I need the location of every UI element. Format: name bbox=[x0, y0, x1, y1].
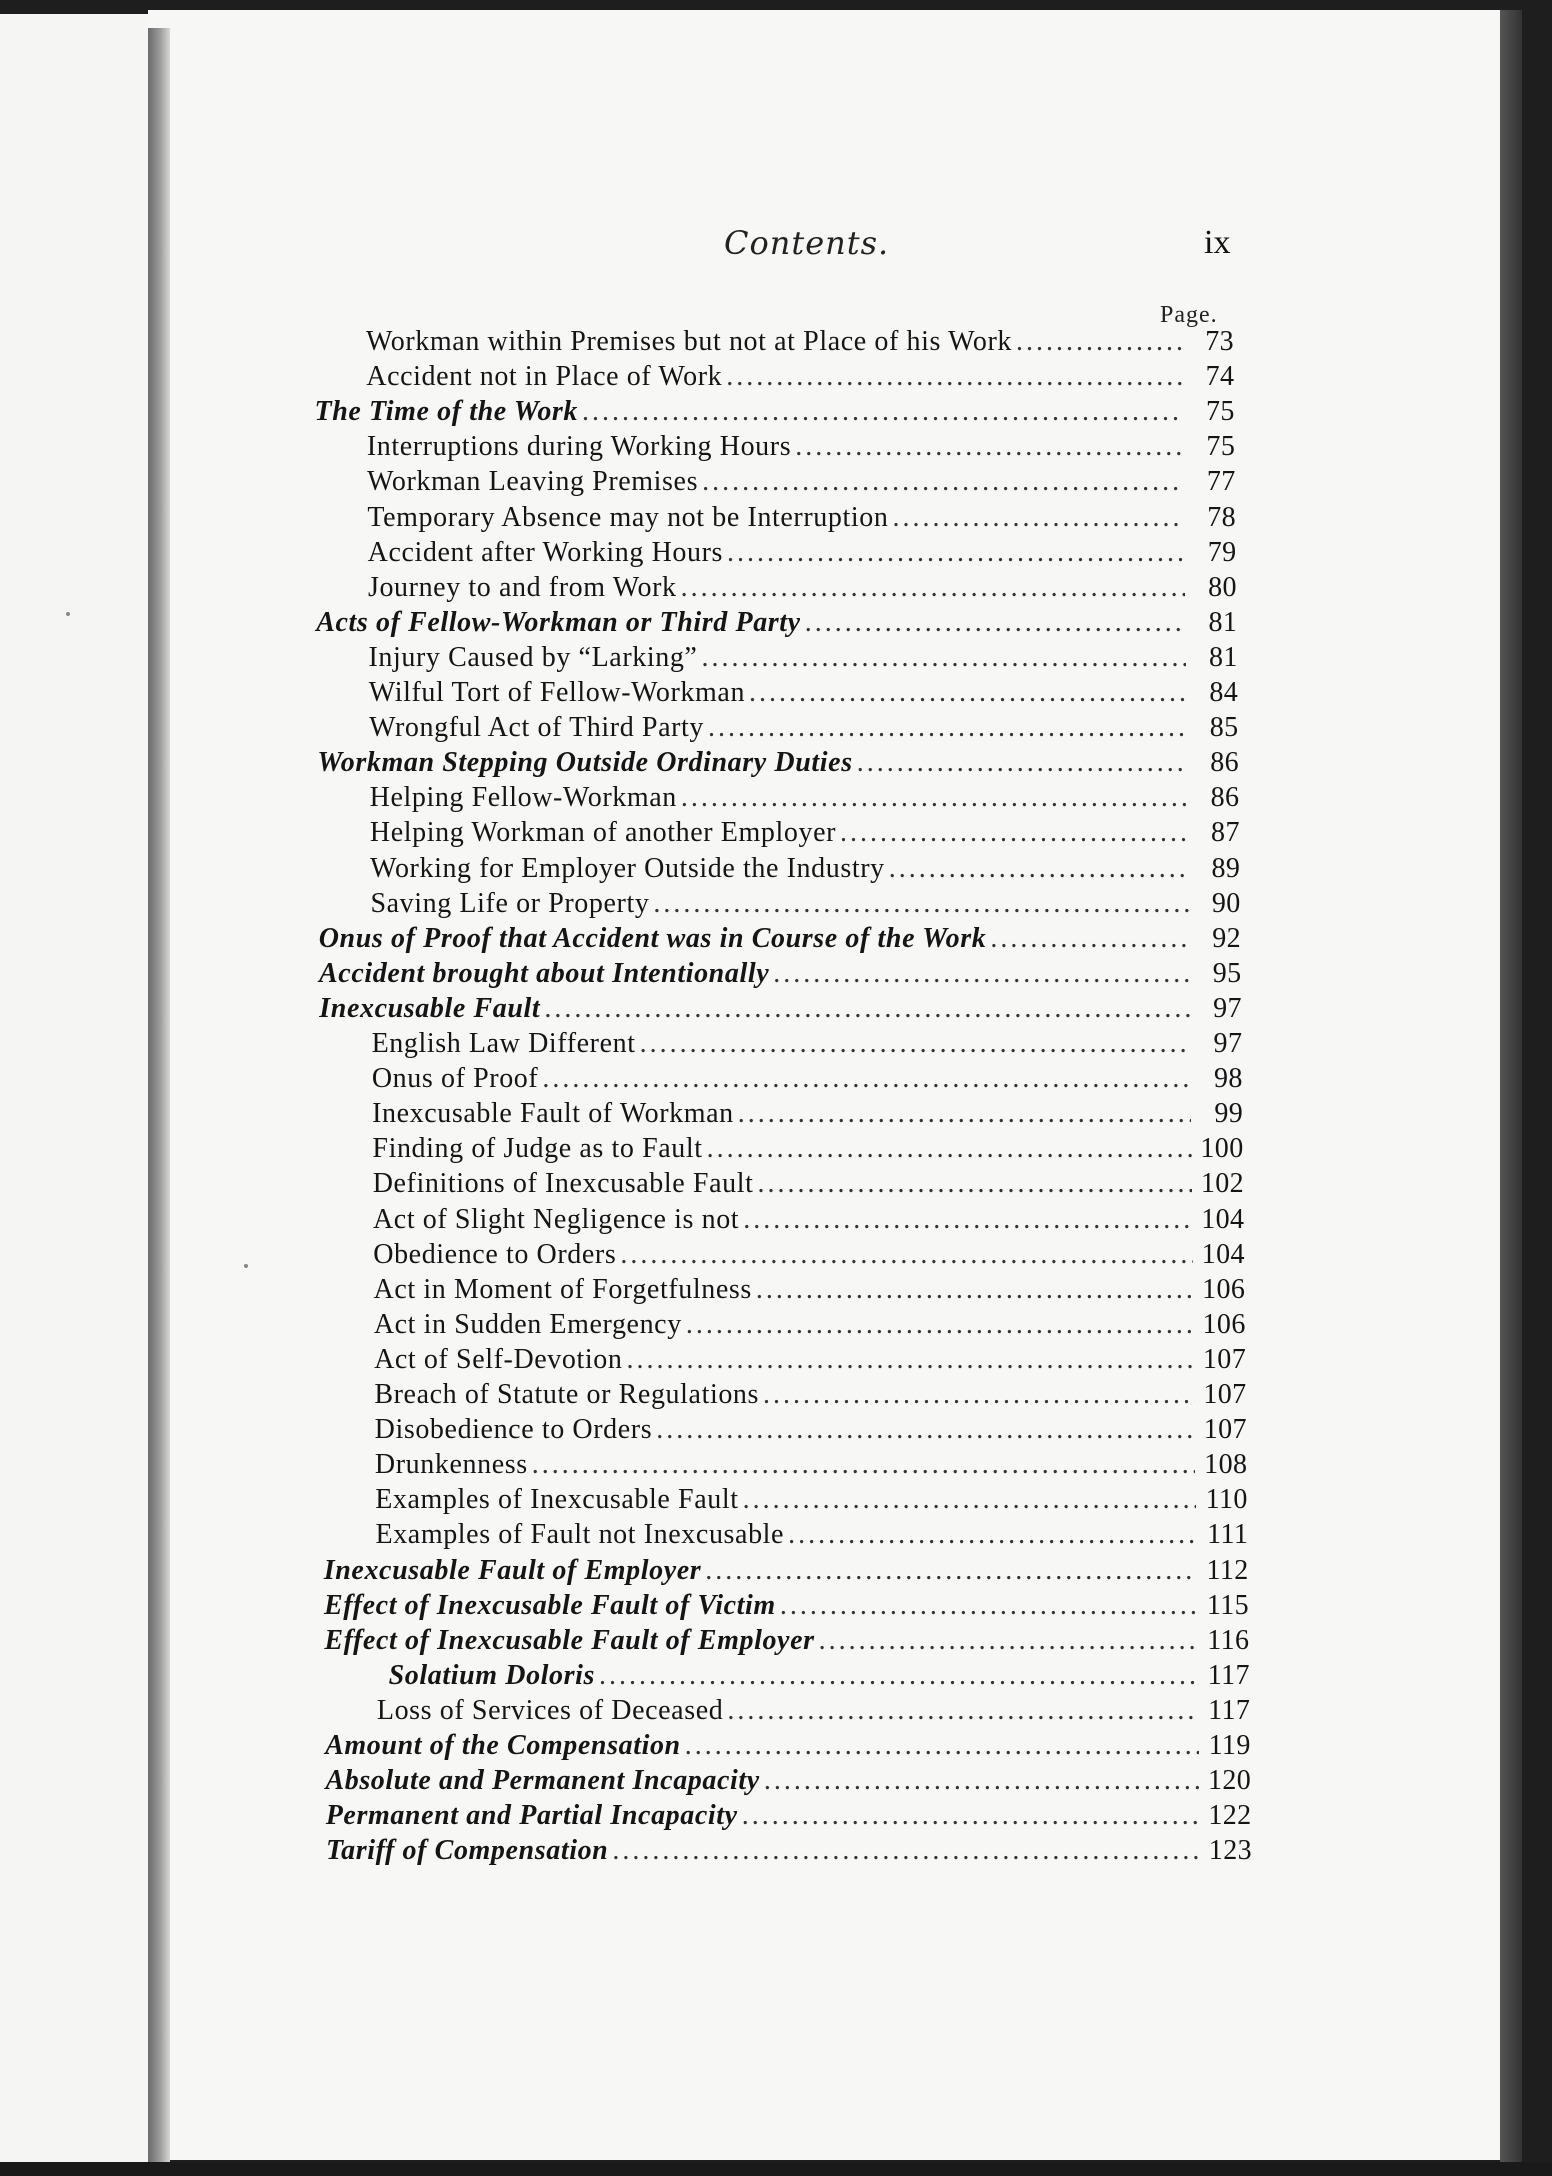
toc-entry bbox=[370, 888, 1240, 924]
dust-speck bbox=[66, 612, 70, 616]
toc-entry bbox=[324, 1555, 1249, 1591]
toc-entry-title: Temporary Absence may not be Interruption bbox=[367, 501, 889, 533]
toc-entry-page: 100 bbox=[1200, 1133, 1244, 1165]
toc-entry-title: Examples of Fault not Inexcusable bbox=[375, 1519, 785, 1551]
toc-entry-page: 92 bbox=[1212, 922, 1242, 954]
dot-leader bbox=[544, 993, 1190, 1025]
toc-entry-title: Wilful Tort of Fellow-Workman bbox=[368, 677, 746, 708]
dot-leader bbox=[727, 1695, 1198, 1727]
toc-entry-page: 80 bbox=[1208, 571, 1237, 603]
toc-entry-title: Interruptions during Working Hours bbox=[366, 431, 792, 463]
toc-entry bbox=[369, 712, 1239, 748]
toc-entry-title: Obedience to Orders bbox=[373, 1238, 617, 1270]
dot-leader bbox=[702, 466, 1184, 498]
dot-leader bbox=[773, 958, 1189, 990]
toc-entry-title: Act in Sudden Emergency bbox=[373, 1308, 682, 1340]
toc-entry-page: 74 bbox=[1205, 361, 1235, 393]
toc-entry-title: Working for Employer Outside the Industry bbox=[370, 852, 885, 884]
toc-entry bbox=[374, 1379, 1246, 1415]
toc-entry bbox=[317, 747, 1239, 783]
toc-entry-page: 117 bbox=[1208, 1694, 1251, 1726]
toc-entry bbox=[373, 1204, 1244, 1240]
toc-entry-title: Saving Life or Property bbox=[370, 887, 650, 919]
toc-entry-title: Disobedience to Orders bbox=[374, 1414, 653, 1446]
toc-entry-page: 99 bbox=[1214, 1098, 1244, 1130]
dot-leader bbox=[749, 677, 1186, 709]
toc-entry-title: Absolute and Permanent Incapacity bbox=[325, 1765, 760, 1797]
dot-leader bbox=[889, 853, 1188, 885]
toc-entry-title: Inexcusable Fault bbox=[319, 992, 541, 1024]
toc-entry-title: Helping Workman of another Employer bbox=[369, 817, 837, 849]
dot-leader bbox=[685, 1730, 1199, 1762]
dot-leader bbox=[742, 1800, 1200, 1832]
toc-entry-title: Examples of Inexcusable Fault bbox=[375, 1484, 739, 1516]
dot-leader bbox=[542, 1063, 1190, 1095]
dot-leader bbox=[640, 1028, 1191, 1060]
toc-entry-page: 73 bbox=[1205, 326, 1234, 357]
toc-entry bbox=[319, 958, 1242, 994]
toc-entry bbox=[373, 1239, 1245, 1275]
toc-entry bbox=[325, 1730, 1251, 1766]
dot-leader bbox=[743, 1484, 1196, 1516]
toc-entry-page: 89 bbox=[1211, 852, 1241, 884]
dot-leader bbox=[743, 1204, 1192, 1236]
toc-entry-page: 107 bbox=[1203, 1414, 1247, 1446]
toc-entry-page: 107 bbox=[1202, 1343, 1247, 1375]
toc-entry bbox=[389, 1660, 1250, 1696]
toc-entry-page: 115 bbox=[1206, 1589, 1250, 1621]
toc-entry-title: Effect of Inexcusable Fault of Victim bbox=[324, 1589, 776, 1621]
toc-entry bbox=[326, 1835, 1252, 1871]
toc-entry-title: Effect of Inexcusable Fault of Employer bbox=[324, 1624, 815, 1656]
toc-entry-page: 104 bbox=[1201, 1238, 1245, 1270]
toc-entry-title: Permanent and Partial Incapacity bbox=[325, 1800, 738, 1832]
dot-leader bbox=[612, 1835, 1200, 1867]
dot-leader bbox=[626, 1344, 1194, 1376]
dot-leader bbox=[840, 817, 1188, 849]
toc-entry-page: 85 bbox=[1209, 712, 1239, 744]
toc-entry-title: Drunkenness bbox=[374, 1449, 528, 1481]
toc-entry bbox=[315, 396, 1235, 432]
toc-entry bbox=[372, 1063, 1243, 1099]
toc-entry-title: Journey to and from Work bbox=[367, 571, 677, 603]
dot-leader bbox=[705, 1555, 1196, 1587]
toc-entry-title: Helping Fellow-Workman bbox=[369, 782, 677, 814]
dot-leader bbox=[857, 747, 1187, 779]
toc-entry-title: Solatium Doloris bbox=[388, 1659, 596, 1691]
toc-entry-title: Injury Caused by “Larking” bbox=[368, 641, 698, 673]
toc-entry-page: 87 bbox=[1211, 817, 1240, 849]
toc-entry-title: Inexcusable Fault of Workman bbox=[372, 1098, 734, 1130]
dot-leader bbox=[764, 1765, 1199, 1797]
toc-entry-title: Accident not in Place of Work bbox=[366, 361, 723, 393]
toc-entry bbox=[367, 502, 1236, 538]
dot-leader bbox=[763, 1379, 1195, 1411]
toc-entry bbox=[324, 1590, 1249, 1626]
toc-entry-title: English Law Different bbox=[371, 1028, 636, 1059]
toc-entry-page: 112 bbox=[1206, 1554, 1249, 1586]
toc-entry-page: 106 bbox=[1202, 1308, 1246, 1340]
dot-leader bbox=[727, 537, 1184, 569]
toc-entry-page: 75 bbox=[1206, 396, 1235, 428]
page-edge-shadow bbox=[1500, 10, 1522, 2170]
toc-entry-page: 104 bbox=[1201, 1203, 1245, 1235]
toc-entry bbox=[319, 923, 1241, 959]
dot-leader bbox=[805, 607, 1186, 639]
toc-entry bbox=[370, 853, 1240, 889]
toc-entry-page: 81 bbox=[1208, 606, 1238, 638]
toc-entry bbox=[369, 677, 1238, 713]
toc-entry-title: Finding of Judge as to Fault bbox=[372, 1133, 703, 1165]
toc-entry-title: Act of Self-Devotion bbox=[374, 1343, 623, 1375]
toc-entry-title: Onus of Proof that Accident was in Course of the Work bbox=[318, 922, 987, 954]
dot-leader bbox=[757, 1168, 1192, 1200]
dust-speck bbox=[244, 1264, 248, 1268]
dot-leader bbox=[780, 1590, 1197, 1622]
toc-entry bbox=[366, 326, 1234, 362]
toc-entry bbox=[372, 1028, 1243, 1064]
toc-entry bbox=[375, 1449, 1247, 1485]
dot-leader bbox=[532, 1449, 1196, 1481]
toc-entry bbox=[316, 607, 1237, 643]
dot-leader bbox=[892, 502, 1184, 534]
toc-entry-page: 75 bbox=[1206, 431, 1236, 463]
dot-leader bbox=[707, 1133, 1192, 1165]
toc-entry bbox=[375, 1484, 1248, 1520]
toc-entry bbox=[319, 993, 1242, 1029]
dot-leader bbox=[582, 396, 1183, 428]
dot-leader bbox=[599, 1660, 1198, 1692]
toc-entry-page: 90 bbox=[1211, 887, 1241, 919]
dot-leader bbox=[819, 1625, 1198, 1657]
toc-entry-title: Onus of Proof bbox=[371, 1063, 539, 1095]
dot-leader bbox=[756, 1274, 1193, 1306]
dot-leader bbox=[681, 782, 1188, 814]
toc-entry-page: 95 bbox=[1212, 957, 1242, 989]
dot-leader bbox=[795, 431, 1183, 463]
dot-leader bbox=[686, 1309, 1194, 1341]
toc-entry bbox=[372, 1133, 1243, 1169]
toc-entry-page: 119 bbox=[1208, 1730, 1251, 1761]
toc-entry-page: 97 bbox=[1213, 1028, 1243, 1059]
facing-page-margin bbox=[0, 14, 148, 2162]
dot-leader bbox=[788, 1519, 1196, 1551]
page-header bbox=[0, 224, 1552, 274]
toc-entry-title: The Time of the Work bbox=[314, 396, 579, 428]
dot-leader bbox=[620, 1239, 1193, 1271]
dot-leader bbox=[726, 361, 1182, 393]
toc-entry bbox=[370, 782, 1240, 818]
toc-entry bbox=[324, 1625, 1249, 1661]
dot-leader bbox=[990, 923, 1189, 955]
toc-entry-title: Workman within Premises but not at Place of his Work bbox=[366, 326, 1012, 357]
page-gutter-shadow bbox=[148, 28, 170, 2168]
toc-entry-page: 117 bbox=[1207, 1659, 1250, 1691]
toc-entry bbox=[374, 1274, 1246, 1310]
dot-leader bbox=[708, 712, 1187, 744]
toc-entry-page: 102 bbox=[1200, 1168, 1245, 1200]
toc-entry bbox=[367, 466, 1236, 502]
toc-entry-page: 106 bbox=[1202, 1273, 1246, 1305]
toc-entry-page: 110 bbox=[1205, 1484, 1248, 1516]
dot-leader bbox=[701, 642, 1185, 674]
toc-entry-title: Acts of Fellow-Workman or Third Party bbox=[316, 606, 801, 638]
toc-entry-page: 79 bbox=[1207, 536, 1237, 568]
toc-entry-title: Definitions of Inexcusable Fault bbox=[372, 1168, 754, 1200]
page-number: ix bbox=[1204, 224, 1231, 261]
toc-entry-title: Accident after Working Hours bbox=[367, 536, 724, 568]
toc-entry bbox=[374, 1309, 1246, 1345]
toc-entry bbox=[377, 1695, 1250, 1731]
toc-entry-title: Accident brought about Intentionally bbox=[319, 957, 770, 989]
page-column-label: Page. bbox=[1160, 302, 1218, 328]
scan-bottom-edge bbox=[0, 2162, 1552, 2176]
toc-entry-title: Workman Stepping Outside Ordinary Duties bbox=[317, 747, 853, 779]
toc-entry-title: Act in Moment of Forgetfulness bbox=[373, 1273, 752, 1305]
dot-leader bbox=[738, 1098, 1191, 1130]
toc-entry-title: Amount of the Compensation bbox=[325, 1730, 681, 1761]
toc-entry bbox=[373, 1168, 1244, 1204]
toc-entry-page: 98 bbox=[1213, 1063, 1243, 1095]
toc-entry bbox=[369, 642, 1238, 678]
toc-entry-page: 97 bbox=[1213, 992, 1242, 1024]
toc-entry-page: 86 bbox=[1210, 747, 1240, 779]
toc-entry-page: 77 bbox=[1206, 466, 1236, 498]
running-title: Contents. bbox=[724, 224, 890, 262]
toc-entry bbox=[375, 1519, 1248, 1555]
toc-entry-title: Act of Slight Negligence is not bbox=[372, 1203, 740, 1235]
toc-entry bbox=[375, 1414, 1247, 1450]
toc-entry-page: 81 bbox=[1208, 641, 1238, 673]
dot-leader bbox=[653, 888, 1188, 920]
toc-entry bbox=[372, 1098, 1243, 1134]
toc-entry-page: 86 bbox=[1210, 782, 1240, 814]
toc-entry-page: 120 bbox=[1207, 1765, 1252, 1797]
toc-entry-page: 107 bbox=[1203, 1379, 1247, 1410]
toc-entry bbox=[368, 572, 1237, 608]
toc-entry bbox=[368, 537, 1237, 573]
toc-entry bbox=[370, 817, 1240, 853]
toc-entry bbox=[374, 1344, 1246, 1380]
toc-entry-page: 123 bbox=[1208, 1835, 1252, 1867]
toc-entry bbox=[366, 361, 1234, 397]
toc-entry bbox=[326, 1800, 1252, 1836]
toc-entry-page: 122 bbox=[1208, 1800, 1252, 1832]
toc-entry-page: 78 bbox=[1207, 501, 1237, 533]
toc-entry-title: Inexcusable Fault of Employer bbox=[323, 1554, 702, 1586]
toc-entry-page: 108 bbox=[1204, 1449, 1248, 1481]
dot-leader bbox=[681, 572, 1185, 604]
dot-leader bbox=[1016, 326, 1182, 358]
toc-entry-title: Wrongful Act of Third Party bbox=[369, 712, 705, 744]
toc-entry-page: 111 bbox=[1207, 1519, 1249, 1551]
dot-leader bbox=[656, 1414, 1195, 1446]
toc-entry-title: Workman Leaving Premises bbox=[367, 466, 699, 498]
toc-entry-page: 116 bbox=[1207, 1624, 1250, 1656]
toc-entry bbox=[367, 431, 1235, 467]
toc-entry bbox=[325, 1765, 1251, 1801]
toc-entry-title: Loss of Services of Deceased bbox=[376, 1694, 724, 1726]
toc-entry-title: Breach of Statute or Regulations bbox=[374, 1379, 760, 1410]
toc-entry-page: 84 bbox=[1209, 677, 1239, 708]
toc-entry-title: Tariff of Compensation bbox=[326, 1835, 609, 1867]
